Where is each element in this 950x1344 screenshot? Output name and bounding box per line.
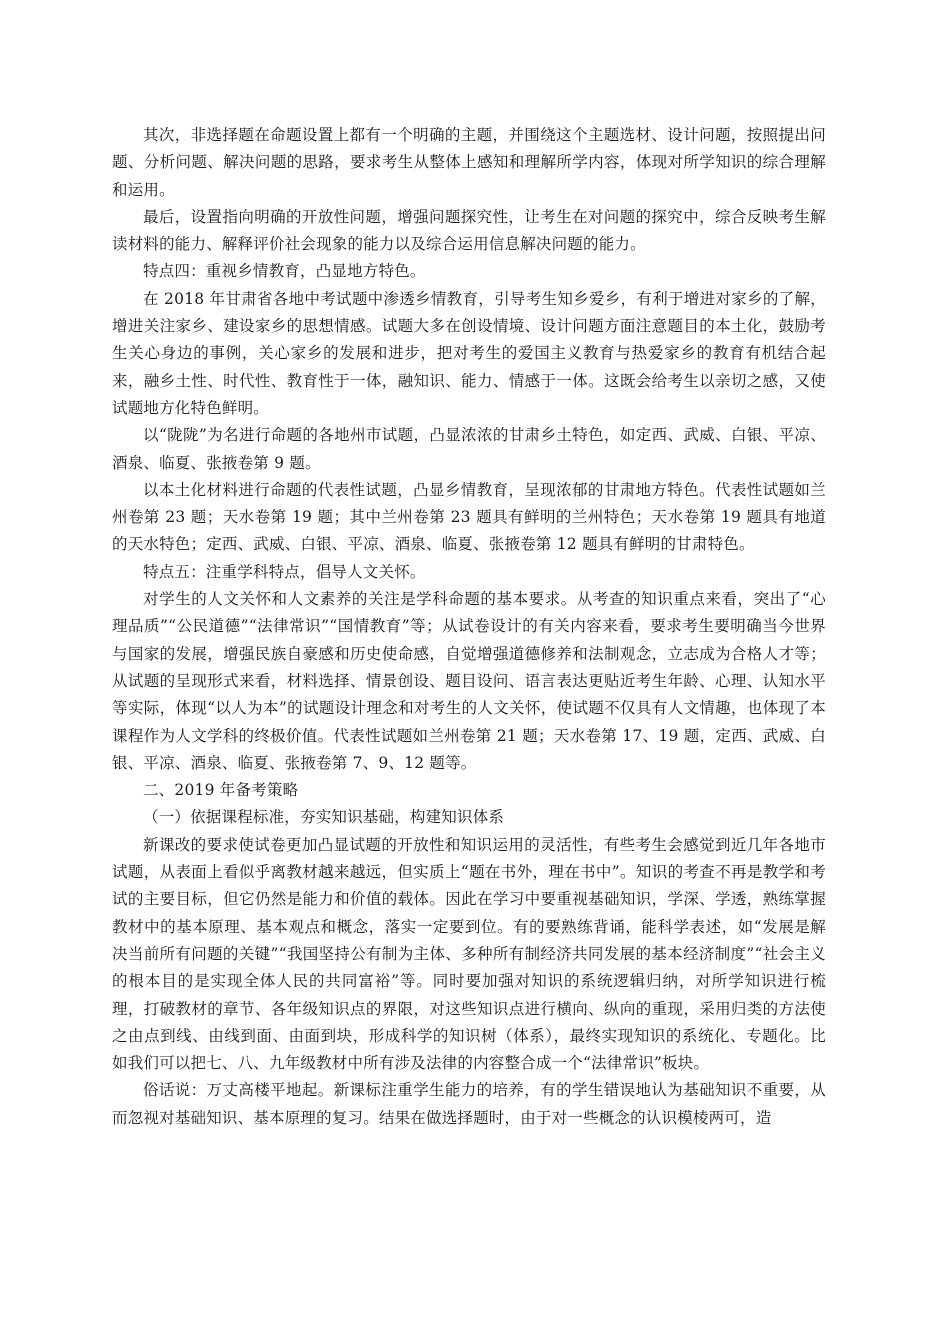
paragraph: 以“陇陇”为名进行命题的各地州市试题，凸显浓浓的甘肃乡土特色，如定西、武威、白银、平凉、酒泉、临夏、张掖卷第 9 题。 xyxy=(112,426,826,472)
section-heading: 特点五：注重学科特点，倡导人文关怀。 xyxy=(143,562,426,581)
paragraph: 对学生的人文关怀和人文素养的关注是学科命题的基本要求。从考查的知识重点来看，突出了“心理品质”“公民道德”“法律常识”“国情教育”等；从试卷设计的有关内容来看，要求考生要明确当今世界与国家的发展，增强民族自豪感和历史使命感，自觉增强道德修养和法制观念，立志成为合格人才等；从试题的呈现形式来看，材料选择、情景创设、题目设问、语言表达更贴近考生年龄、心理、认知水平等实际，体现“以人为本”的试题设计理念和对考生的人文关怀，使试题不仅具有人文情趣，也体现了本课程作为人文学科的终极价值。代表性试题如兰州卷第 21 题；天水卷第 17、19 题，定西、武威、白银、平凉、酒泉、临夏、张掖卷第 7、9、12 题等。 xyxy=(112,590,826,772)
paragraph: 新课改的要求使试卷更加凸显试题的开放性和知识运用的灵活性，有些考生会感觉到近几年各地市试题，从表面上看似乎离教材越来越远，但实质上“题在书外，理在书中”。知识的考查不再是教学和考试的主要目标，但它仍然是能力和价值的载体。因此在学习中要重视基础知识，学深、学透，熟练掌握教材中的基本原理、基本观点和概念，落实一定要到位。有的要熟练背诵，能科学表述，如“发展是解决当前所有问题的关键”“我国坚持公有制为主体、多种所有制经济共同发展的基本经济制度”“社会主义的根本目的是实现全体人民的共同富裕”等。同时要加强对知识的系统逻辑归纳，对所学知识进行梳理，打破教材的章节、各年级知识点的界限，对这些知识点进行横向、纵向的重现，采用归类的方法使之由点到线、由线到面、由面到块，形成科学的知识树（体系），最终实现知识的系统化、专题化。比如我们可以把七、八、九年级教材中所有涉及法律的内容整合成一个“法律常识”板块。 xyxy=(112,835,826,1073)
paragraph: 其次，非选择题在命题设置上都有一个明确的主题，并围绕这个主题选材、设计问题，按照提出问题、分析问题、解决问题的思路，要求考生从整体上感知和理解所学内容，体现对所学知识的综合理解和运用。 xyxy=(112,126,826,199)
paragraph: 以本土化材料进行命题的代表性试题，凸显乡情教育，呈现浓郁的甘肃地方特色。代表性试题如兰州卷第 23 题；天水卷第 19 题；其中兰州卷第 23 题具有鲜明的兰州特色；天水卷第 19 题具有地道的天水特色；定西、武威、白银、平凉、酒泉、临夏、张掖卷第 12 题具有鲜明的甘肃特色。 xyxy=(112,480,826,554)
paragraph: 在 2018 年甘肃省各地中考试题中渗透乡情教育，引导考生知乡爱乡，有利于增进对家乡的了解，增进关注家乡、建设家乡的思想情感。试题大多在创设情境、设计问题方面注意题目的本土化，鼓励考生关心身边的事例，关心家乡的发展和进步，把对考生的爱国主义教育与热爱家乡的教育有机结合起来，融乡土性、时代性、教育性于一体，融知识、能力、情感于一体。这既会给考生以亲切之感，又使试题地方化特色鲜明。 xyxy=(112,289,826,417)
section-heading: 特点四：重视乡情教育，凸显地方特色。 xyxy=(143,262,426,281)
paragraph: 最后，设置指向明确的开放性问题，增强问题探究性，让考生在对问题的探究中，综合反映考生解读材料的能力、解释评价社会现象的能力以及综合运用信息解决问题的能力。 xyxy=(112,207,826,254)
section-heading: 二、2019 年备考策略 xyxy=(143,781,299,800)
document-body xyxy=(112,122,826,1132)
subsection-heading: （一）依据课程标准，夯实知识基础，构建知识体系 xyxy=(143,808,505,827)
paragraph: 俗话说：万丈高楼平地起。新课标注重学生能力的培养，有的学生错误地认为基础知识不重要，从而忽视对基础知识、基本原理的复习。结果在做选择题时，由于对一些概念的认识模棱两可，造 xyxy=(112,1081,826,1127)
